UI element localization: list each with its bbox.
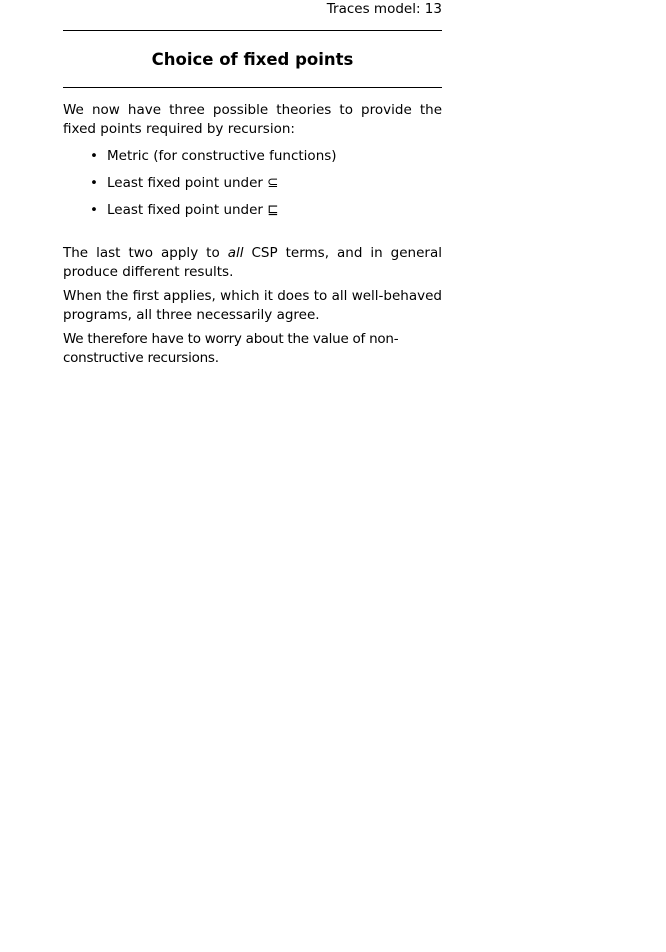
list-item-text: Least fixed point under ⊑ [107,202,279,218]
intro-paragraph: We now have three possible theories to provide the fixed points required by recursion: [63,102,442,137]
bullet-icon: • [90,148,98,164]
title-underline-rule [63,87,442,88]
list-item [63,147,442,174]
theory-list [63,147,442,228]
running-head: Traces model: 13 [326,1,442,17]
top-rule [63,30,442,31]
list-item-text: Metric (for constructive functions) [107,148,337,164]
bullet-icon: • [90,202,98,218]
slide-body [63,101,442,368]
non-constructive-paragraph: We therefore have to worry about the value of non-constructive recursions. [63,331,399,366]
para1-text-after: CSP terms, and in general produce different results. [63,245,442,280]
agreement-paragraph: When the first applies, which it does to all well-behaved programs, all three necessarily agree. [63,288,442,323]
para1-text-before: The last two apply to [63,245,228,261]
bullet-icon: • [90,175,98,191]
list-item-text: Least fixed point under ⊆ [107,175,279,191]
csp-terms-paragraph [63,244,442,282]
list-item [63,201,442,228]
para1-emphasis: all [227,245,244,261]
slide-title: Choice of fixed points [151,50,354,69]
list-item [63,174,442,201]
